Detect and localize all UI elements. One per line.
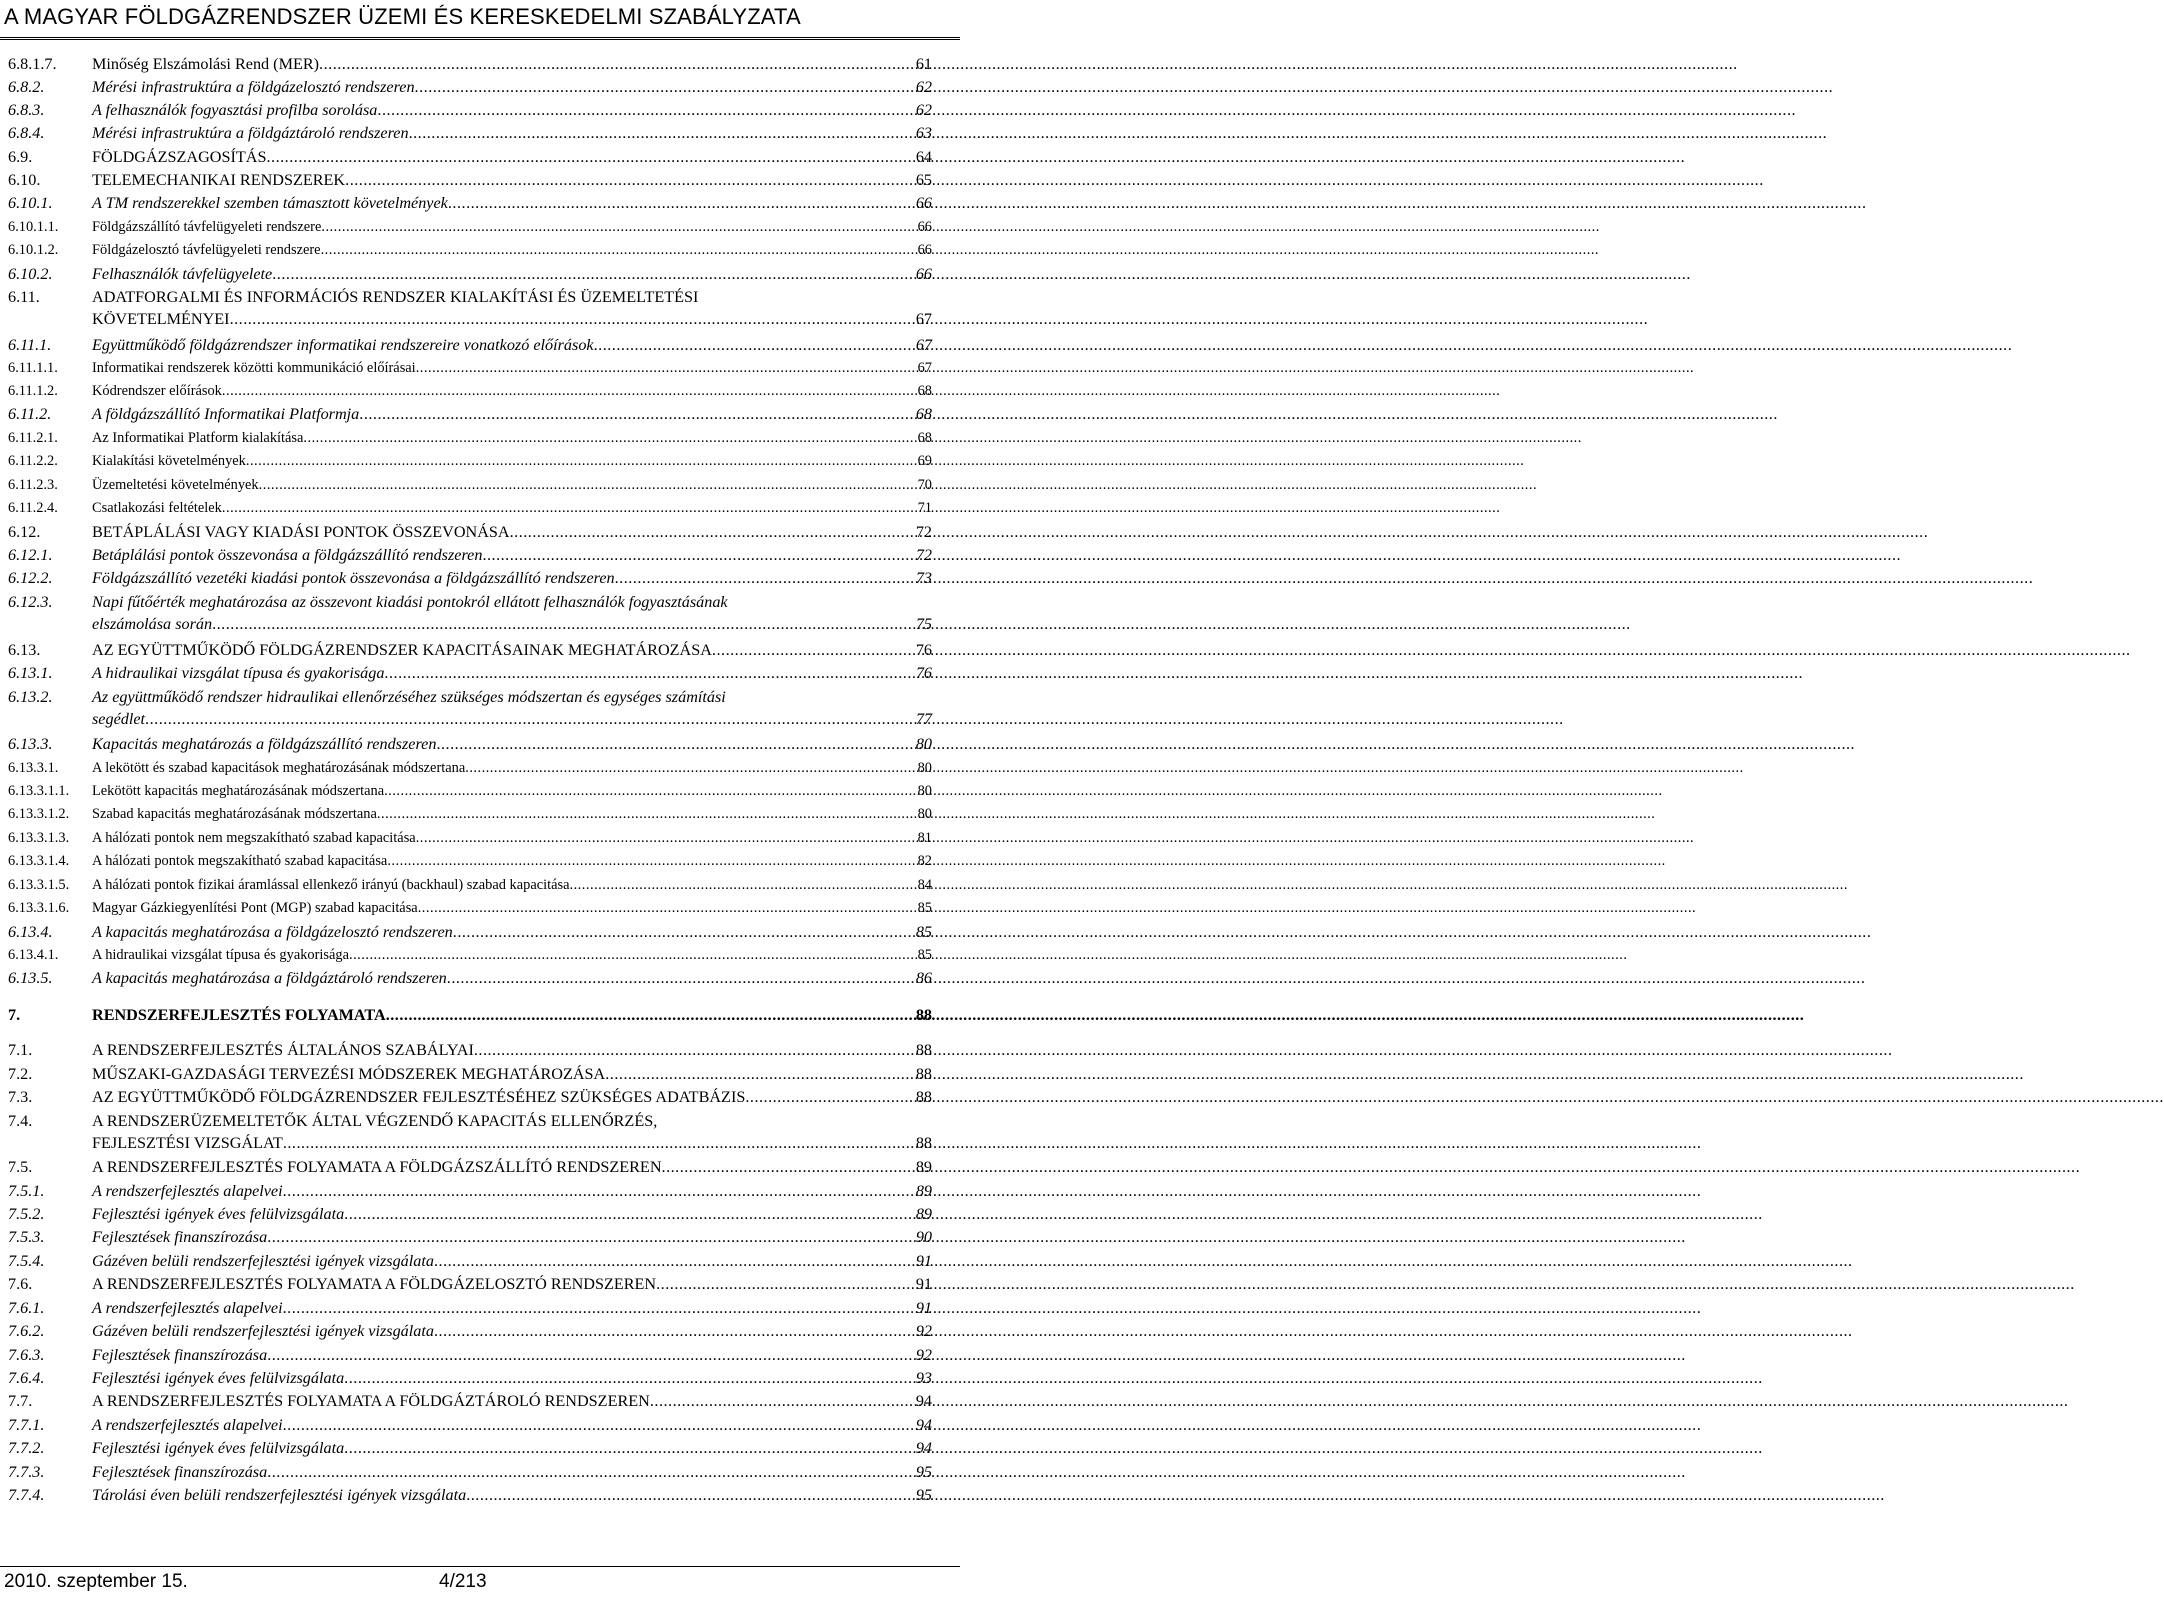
toc-entry[interactable] — [8, 757, 932, 779]
dot-leader — [259, 474, 917, 496]
toc-entry-title: A RENDSZERFEJLESZTÉS FOLYAMATA A FÖLDGÁZTÁROLÓ RENDSZEREN — [92, 1392, 650, 1410]
dot-leader — [453, 921, 915, 943]
toc-entry-number: 7. — [8, 1006, 21, 1024]
toc-entry-page: 68 — [915, 405, 932, 423]
toc-entry-title-continued: segédlet — [92, 710, 146, 728]
toc-entry-number: 7.7.4. — [8, 1486, 45, 1504]
toc-entry-title: Napi fűtőérték meghatározása az összevont kiadási pontokról ellátott felhasználók fogyasztásának — [92, 593, 728, 611]
toc-entry-title: TELEMECHANIKAI RENDSZEREK — [92, 171, 346, 189]
toc-entry-title: A hálózati pontok nem megszakítható szabad kapacitása — [92, 830, 416, 846]
dot-leader — [387, 850, 916, 872]
toc-entry-title: Üzemeltetési követelmények — [92, 477, 259, 493]
toc-entry-title: Fejlesztési igények éves felülvizsgálata — [92, 1369, 345, 1387]
dot-leader — [145, 708, 915, 730]
toc-entry[interactable] — [8, 1320, 932, 1342]
toc-entry[interactable] — [8, 1484, 932, 1506]
toc-entry-number: 6.10.1. — [8, 194, 53, 212]
toc-entry-page: 91 — [915, 1275, 932, 1293]
toc-entry-page: 82 — [917, 853, 932, 869]
toc-entry-number: 6.11.2.2. — [8, 453, 58, 469]
dot-leader — [283, 1297, 915, 1319]
toc-entry-number: 7.6.3. — [8, 1346, 45, 1364]
toc-entry-page: 92 — [915, 1346, 932, 1364]
toc-entry-number: 6.10. — [8, 171, 41, 189]
toc-entry-page: 93 — [915, 1369, 932, 1387]
toc-entry-title-continued: elszámolása során — [92, 615, 213, 633]
toc-entry-number: 6.11.2. — [8, 405, 52, 423]
toc-entry[interactable] — [8, 897, 932, 919]
toc-entry-number: 6.13.3. — [8, 735, 53, 753]
dot-leader — [222, 380, 917, 402]
toc-entry-title: Gázéven belüli rendszerfejlesztési igények vizsgálata — [92, 1252, 434, 1270]
toc-entry-number: 6.11.1.2. — [8, 383, 58, 399]
toc-entry[interactable] — [8, 1039, 932, 1061]
toc-entry-title: A RENDSZERFEJLESZTÉS ÁLTALÁNOS SZABÁLYAI — [92, 1041, 474, 1059]
toc-entry-number: 6.13.1. — [8, 664, 53, 682]
toc-entry-title: A hidraulikai vizsgálat típusa és gyakorisága — [92, 664, 385, 682]
toc-entry-number: 7.7.3. — [8, 1463, 45, 1481]
toc-entry-title: A földgázszállító Informatikai Platformja — [92, 405, 360, 423]
toc-entry[interactable] — [8, 921, 932, 943]
toc-entry-number: 6.13.3.1. — [8, 760, 59, 776]
toc-entry[interactable] — [8, 780, 932, 802]
toc-entry-title: Informatikai rendszerek közötti kommunikáció előírásai — [92, 360, 416, 376]
toc-entry-title: Fejlesztések finanszírozása — [92, 1346, 268, 1364]
toc-entry-title: Földgázszállító vezetéki kiadási pontok összevonása a földgázszállító rendszeren — [92, 569, 615, 587]
toc-entry-number: 6.13.4.1. — [8, 947, 59, 963]
dot-leader — [230, 308, 915, 330]
toc-entry-title: A lekötött és szabad kapacitások meghatározásának módszertana — [92, 760, 466, 776]
toc-entry-title: AZ EGYÜTTMŰKÖDŐ FÖLDGÁZRENDSZER KAPACITÁSAINAK MEGHATÁROZÁSA — [92, 641, 712, 659]
footer-rule — [0, 1566, 960, 1567]
toc-entry[interactable] — [8, 1367, 932, 1389]
toc-entry-number: 6.10.1.1. — [8, 219, 59, 235]
toc-entry-title: Szabad kapacitás meghatározásának módszertana — [92, 806, 377, 822]
toc-entry-number: 6.12.3. — [8, 593, 53, 611]
toc-entry[interactable] — [8, 1273, 932, 1295]
dot-leader — [349, 944, 917, 966]
toc-entry-page: 90 — [915, 1228, 932, 1246]
toc-entry-page: 73 — [915, 569, 932, 587]
footer-date: 2010. szeptember 15. — [4, 1571, 188, 1592]
toc-entry[interactable] — [8, 286, 932, 330]
dot-leader — [384, 780, 917, 802]
toc-entry-page: 88 — [915, 1041, 932, 1059]
toc-entry-page: 88 — [915, 1088, 932, 1106]
toc-entry-page: 66 — [917, 242, 932, 258]
toc-entry-title: A kapacitás meghatározása a földgáztároló rendszeren — [92, 969, 447, 987]
toc-entry-number: 6.13.2. — [8, 688, 53, 706]
toc-entry-number: 6.11.2.1. — [8, 430, 58, 446]
toc-entry-page: 64 — [915, 148, 932, 166]
toc-entry-page: 66 — [917, 219, 932, 235]
toc-entry-title: A hálózati pontok megszakítható szabad kapacitása — [92, 853, 388, 869]
toc-entry-number: 6.13.3.1.3. — [8, 830, 70, 846]
toc-entry-title: A kapacitás meghatározása a földgázelosztó rendszeren — [92, 923, 453, 941]
toc-entry-title: A TM rendszerekkel szemben támasztott követelmények — [92, 194, 448, 212]
dot-leader — [345, 169, 915, 191]
toc-entry-number: 6.9. — [8, 148, 33, 166]
toc-entry[interactable] — [8, 662, 932, 684]
toc-entry-page: 68 — [917, 430, 932, 446]
toc-entry-title: RENDSZERFEJLESZTÉS FOLYAMATA — [92, 1006, 386, 1024]
toc-entry[interactable] — [8, 1414, 932, 1436]
dot-leader — [212, 613, 915, 635]
toc-entry-page: 85 — [917, 900, 932, 916]
toc-entry-title: Az együttműködő rendszer hidraulikai ellenőrzéséhez szükséges módszertan és egységes számítási — [92, 688, 726, 706]
toc-entry-number: 7.7. — [8, 1392, 33, 1410]
toc-entry-number: 6.11.2.3. — [8, 477, 58, 493]
toc-entry-number: 6.13.3.1.4. — [8, 853, 70, 869]
toc-entry-page: 65 — [915, 171, 932, 189]
toc-entry-title: FÖLDGÁZSZAGOSÍTÁS — [92, 148, 267, 166]
toc-entry[interactable] — [8, 1250, 932, 1272]
toc-entry-number: 7.7.1. — [8, 1416, 45, 1434]
toc-entry-page: 67 — [917, 360, 932, 376]
toc-entry[interactable] — [8, 357, 932, 379]
toc-entry-title: Földgázszállító távfelügyeleti rendszere — [92, 219, 322, 235]
dot-leader — [283, 1180, 915, 1202]
dot-leader — [267, 1461, 915, 1483]
dot-leader — [321, 239, 917, 261]
toc-entry[interactable] — [8, 76, 932, 98]
toc-entry[interactable] — [8, 1344, 932, 1366]
toc-entry-number: 6.8.4. — [8, 124, 45, 142]
dot-leader — [615, 567, 915, 589]
toc-entry[interactable] — [8, 1461, 932, 1483]
toc-entry-page: 66 — [915, 194, 932, 212]
dot-leader — [283, 1414, 915, 1436]
toc-entry[interactable] — [8, 146, 932, 168]
toc-entry-title: BETÁPLÁLÁSI VAGY KIADÁSI PONTOK ÖSSZEVONÁSA — [92, 523, 510, 541]
toc-entry[interactable] — [8, 1203, 932, 1225]
dot-leader — [656, 1273, 915, 1295]
toc-entry[interactable] — [8, 427, 932, 449]
toc-entry-title: Együttműködő földgázrendszer informatikai rendszereire vonatkozó előírások — [92, 336, 594, 354]
dot-leader — [409, 122, 915, 144]
toc-entry[interactable] — [8, 99, 932, 121]
toc-entry-title: Felhasználók távfelügyelete — [92, 265, 273, 283]
toc-entry[interactable] — [8, 1297, 932, 1319]
toc-entry-page: 91 — [915, 1299, 932, 1317]
toc-entry-title-continued: FEJLESZTÉSI VIZSGÁLAT — [92, 1134, 283, 1152]
toc-entry-number: 7.4. — [8, 1112, 33, 1130]
toc-entry-number: 6.8.3. — [8, 101, 45, 119]
toc-entry-title: Gázéven belüli rendszerfejlesztési igények vizsgálata — [92, 1322, 434, 1340]
dot-leader — [594, 334, 915, 356]
toc-entry[interactable] — [8, 850, 932, 872]
toc-entry[interactable] — [8, 639, 932, 661]
dot-leader — [466, 1484, 915, 1506]
toc-entry[interactable] — [8, 944, 932, 966]
table-of-contents — [0, 0, 960, 1604]
dot-leader — [267, 1226, 915, 1248]
toc-entry[interactable] — [8, 1004, 932, 1026]
toc-entry-number: 7.5.3. — [8, 1228, 45, 1246]
toc-entry-title: Tárolási éven belüli rendszerfejlesztési igények vizsgálata — [92, 1486, 467, 1504]
toc-entry-page: 71 — [917, 500, 932, 516]
dot-leader — [321, 216, 916, 238]
toc-entry-number: 7.6.4. — [8, 1369, 45, 1387]
toc-entry-page: 89 — [915, 1182, 932, 1200]
toc-entry-title: Az Informatikai Platform kialakítása — [92, 430, 304, 446]
dot-leader — [319, 53, 915, 75]
toc-entry-title: Magyar Gázkiegyenlítési Pont (MGP) szabad kapacitása — [92, 900, 418, 916]
toc-entry-title: Mérési infrastruktúra a földgáztároló rendszeren — [92, 124, 409, 142]
toc-entry[interactable] — [8, 733, 932, 755]
toc-entry-page: 70 — [917, 477, 932, 493]
toc-entry[interactable] — [8, 122, 932, 144]
toc-entry-number: 6.12. — [8, 523, 41, 541]
toc-entry-page: 91 — [915, 1252, 932, 1270]
toc-entry-page: 80 — [917, 760, 932, 776]
toc-entry-page: 95 — [915, 1463, 932, 1481]
dot-leader — [377, 803, 917, 825]
toc-entry[interactable] — [8, 1390, 932, 1412]
toc-entry-title: Kialakítási követelmények — [92, 453, 246, 469]
toc-entry[interactable] — [8, 216, 932, 238]
toc-entry[interactable] — [8, 53, 932, 75]
toc-entry-page: 80 — [917, 783, 932, 799]
toc-entry-number: 6.11.1. — [8, 336, 52, 354]
toc-entry-number: 6.13. — [8, 641, 41, 659]
toc-entry-number: 7.6. — [8, 1275, 33, 1293]
toc-entry-title: A RENDSZERFEJLESZTÉS FOLYAMATA A FÖLDGÁZSZÁLLÍTÓ RENDSZEREN — [92, 1158, 662, 1176]
toc-entry-number: 6.11.1.1. — [8, 360, 58, 376]
toc-entry-title: Csatlakozási feltételek — [92, 500, 222, 516]
toc-entry-number: 6.13.3.1.6. — [8, 900, 70, 916]
toc-entry-number: 6.11.2.4. — [8, 500, 58, 516]
toc-entry-number: 7.7.2. — [8, 1439, 45, 1457]
dot-leader — [377, 99, 914, 121]
toc-entry-title: ADATFORGALMI ÉS INFORMÁCIÓS RENDSZER KIALAKÍTÁSI ÉS ÜZEMELTETÉSI — [92, 288, 699, 306]
toc-entry[interactable] — [8, 1226, 932, 1248]
dot-leader — [605, 1063, 915, 1085]
dot-leader — [246, 450, 917, 472]
toc-entry[interactable] — [8, 521, 932, 543]
dot-leader — [436, 733, 914, 755]
toc-entry-page: 94 — [915, 1416, 932, 1434]
toc-entry[interactable] — [8, 239, 932, 261]
toc-entry-page: 88 — [915, 1065, 932, 1083]
dot-leader — [303, 427, 916, 449]
toc-entry-number: 6.13.5. — [8, 969, 53, 987]
dot-leader — [434, 1320, 915, 1342]
dot-leader — [465, 757, 916, 779]
toc-entry-title: A rendszerfejlesztés alapelvei — [92, 1299, 283, 1317]
toc-entry-page: 92 — [915, 1322, 932, 1340]
toc-entry-page: 84 — [917, 877, 932, 893]
toc-entry-number: 7.1. — [8, 1041, 33, 1059]
toc-entry-number: 6.13.4. — [8, 923, 53, 941]
toc-entry-title: A RENDSZERÜZEMELTETŐK ÁLTAL VÉGZENDŐ KAPACITÁS ELLENŐRZÉS, — [92, 1112, 658, 1130]
toc-entry[interactable] — [8, 334, 932, 356]
dot-leader — [344, 1367, 915, 1389]
toc-entry[interactable] — [8, 263, 932, 285]
toc-entry[interactable] — [8, 967, 932, 989]
dot-leader — [650, 1390, 915, 1412]
toc-entry-title: Betáplálási pontok összevonása a földgázszállító rendszeren — [92, 546, 483, 564]
toc-entry[interactable] — [8, 192, 932, 214]
toc-entry[interactable] — [8, 380, 932, 402]
toc-entry-page: 62 — [915, 101, 932, 119]
toc-entry[interactable] — [8, 1086, 932, 1108]
footer-page-number: 4/213 — [439, 1571, 487, 1592]
toc-entry-number: 7.5.1. — [8, 1182, 45, 1200]
toc-entry-title: A felhasználók fogyasztási profilba sorolása — [92, 101, 378, 119]
toc-entry-number: 6.8.2. — [8, 78, 45, 96]
toc-entry-number: 7.5. — [8, 1158, 33, 1176]
dot-leader — [418, 897, 917, 919]
toc-entry-page: 89 — [915, 1158, 932, 1176]
toc-entry[interactable] — [8, 544, 932, 566]
toc-entry-number: 6.13.3.1.1. — [8, 783, 70, 799]
toc-entry[interactable] — [8, 874, 932, 896]
toc-entry-title: AZ EGYÜTTMŰKÖDŐ FÖLDGÁZRENDSZER FEJLESZTÉSÉHEZ SZÜKSÉGES ADATBÁZIS — [92, 1088, 746, 1106]
toc-entry-title: Kapacitás meghatározás a földgázszállító rendszeren — [92, 735, 437, 753]
toc-entry[interactable] — [8, 567, 932, 589]
toc-entry-title: Földgázelosztó távfelügyeleti rendszere — [92, 242, 321, 258]
dot-leader — [344, 1437, 915, 1459]
toc-entry-page: 80 — [915, 735, 932, 753]
toc-entry[interactable] — [8, 1110, 932, 1154]
dot-leader — [416, 357, 917, 379]
toc-entry-page: 80 — [917, 806, 932, 822]
dot-leader — [384, 662, 914, 684]
toc-entry-number: 7.3. — [8, 1088, 33, 1106]
toc-entry-title: A RENDSZERFEJLESZTÉS FOLYAMATA A FÖLDGÁZELOSZTÓ RENDSZEREN — [92, 1275, 657, 1293]
toc-entry-page: 85 — [915, 923, 932, 941]
dot-leader — [434, 1250, 915, 1272]
toc-entry-title: A rendszerfejlesztés alapelvei — [92, 1416, 283, 1434]
toc-entry-title: Mérési infrastruktúra a földgázelosztó rendszeren — [92, 78, 415, 96]
toc-entry-number: 6.12.1. — [8, 546, 53, 564]
toc-entry-number: 6.10.1.2. — [8, 242, 59, 258]
toc-entry-page: 77 — [915, 710, 932, 728]
toc-entry[interactable] — [8, 591, 932, 635]
toc-entry-page: 67 — [915, 336, 932, 354]
dot-leader — [482, 544, 914, 566]
toc-entry-title: A rendszerfejlesztés alapelvei — [92, 1182, 283, 1200]
toc-entry-page: 95 — [915, 1486, 932, 1504]
toc-entry-title: Fejlesztési igények éves felülvizsgálata — [92, 1439, 345, 1457]
toc-entry-number: 6.13.3.1.2. — [8, 806, 70, 822]
toc-entry-page: 94 — [915, 1439, 932, 1457]
toc-entry-number: 7.6.1. — [8, 1299, 45, 1317]
toc-entry-number: 6.8.1.7. — [8, 55, 57, 73]
toc-entry-page: 66 — [915, 265, 932, 283]
toc-entry-number: 6.11. — [8, 288, 40, 306]
toc-entry-title-continued: KÖVETELMÉNYEI — [92, 310, 230, 328]
toc-entry-number: 7.6.2. — [8, 1322, 45, 1340]
toc-entry-page: 61 — [915, 55, 932, 73]
toc-entry-page: 86 — [915, 969, 932, 987]
toc-entry-page: 68 — [917, 383, 932, 399]
toc-entry[interactable] — [8, 474, 932, 496]
toc-entry-page: 88 — [915, 1006, 932, 1024]
toc-entry-page: 72 — [915, 523, 932, 541]
toc-entry-page: 88 — [915, 1134, 932, 1152]
dot-leader — [712, 639, 915, 661]
toc-entry[interactable] — [8, 686, 932, 730]
toc-entry-title: A hidraulikai vizsgálat típusa és gyakorisága — [92, 947, 349, 963]
toc-entry[interactable] — [8, 803, 932, 825]
toc-entry-page: 67 — [915, 310, 932, 328]
toc-entry-title: MŰSZAKI-GAZDASÁGI TERVEZÉSI MÓDSZEREK MEGHATÁROZÁSA — [92, 1065, 606, 1083]
toc-entry-page: 72 — [915, 546, 932, 564]
toc-entry[interactable] — [8, 1180, 932, 1202]
dot-leader — [283, 1132, 915, 1154]
toc-entry[interactable] — [8, 1437, 932, 1459]
toc-entry-title: A hálózati pontok fizikai áramlással ellenkező irányú (backhaul) szabad kapacitása — [92, 877, 570, 893]
toc-entry[interactable] — [8, 169, 932, 191]
toc-entry-number: 7.5.2. — [8, 1205, 45, 1223]
dot-leader — [448, 192, 915, 214]
toc-entry-title: Fejlesztési igények éves felülvizsgálata — [92, 1205, 345, 1223]
toc-entry-page: 81 — [917, 830, 932, 846]
dot-leader — [266, 146, 914, 168]
toc-entry-title: Minőség Elszámolási Rend (MER) — [92, 55, 320, 73]
dot-leader — [386, 1004, 915, 1026]
toc-entry-number: 6.13.3.1.5. — [8, 877, 70, 893]
toc-entry-page: 89 — [915, 1205, 932, 1223]
toc-entry-page: 76 — [915, 641, 932, 659]
dot-leader — [344, 1203, 915, 1225]
toc-entry[interactable] — [8, 497, 932, 519]
document-header: A MAGYAR FÖLDGÁZRENDSZER ÜZEMI ÉS KERESKEDELMI SZABÁLYZATA — [4, 4, 801, 29]
toc-entry-number: 6.12.2. — [8, 569, 53, 587]
toc-entry[interactable] — [8, 450, 932, 472]
toc-entry-page: 69 — [917, 453, 932, 469]
toc-entry-number: 7.5.4. — [8, 1252, 45, 1270]
dot-leader — [745, 1086, 914, 1108]
toc-entry-page: 76 — [915, 664, 932, 682]
toc-entry[interactable] — [8, 827, 932, 849]
dot-leader — [416, 827, 917, 849]
toc-entry[interactable] — [8, 403, 932, 425]
toc-entry-number: 6.10.2. — [8, 265, 53, 283]
dot-leader — [447, 967, 915, 989]
dot-leader — [569, 874, 916, 896]
toc-entry[interactable] — [8, 1063, 932, 1085]
toc-entry-page: 62 — [915, 78, 932, 96]
dot-leader — [272, 263, 915, 285]
toc-entry-title: Kódrendszer előírások — [92, 383, 222, 399]
toc-entry[interactable] — [8, 1156, 932, 1178]
toc-entry-title: Fejlesztések finanszírozása — [92, 1463, 268, 1481]
dot-leader — [359, 403, 915, 425]
dot-leader — [474, 1039, 915, 1061]
toc-entry-page: 85 — [917, 947, 932, 963]
toc-entry-title: Lekötött kapacitás meghatározásának módszertana — [92, 783, 385, 799]
toc-entry-page: 63 — [915, 124, 932, 142]
toc-entry-title: Fejlesztések finanszírozása — [92, 1228, 268, 1246]
toc-entry-number: 7.2. — [8, 1065, 33, 1083]
dot-leader — [222, 497, 917, 519]
dot-leader — [510, 521, 915, 543]
toc-entry-page: 75 — [915, 615, 932, 633]
dot-leader — [662, 1156, 915, 1178]
toc-entry-page: 94 — [915, 1392, 932, 1410]
page-footer — [4, 1570, 944, 1594]
dot-leader — [415, 76, 915, 98]
dot-leader — [267, 1344, 915, 1366]
